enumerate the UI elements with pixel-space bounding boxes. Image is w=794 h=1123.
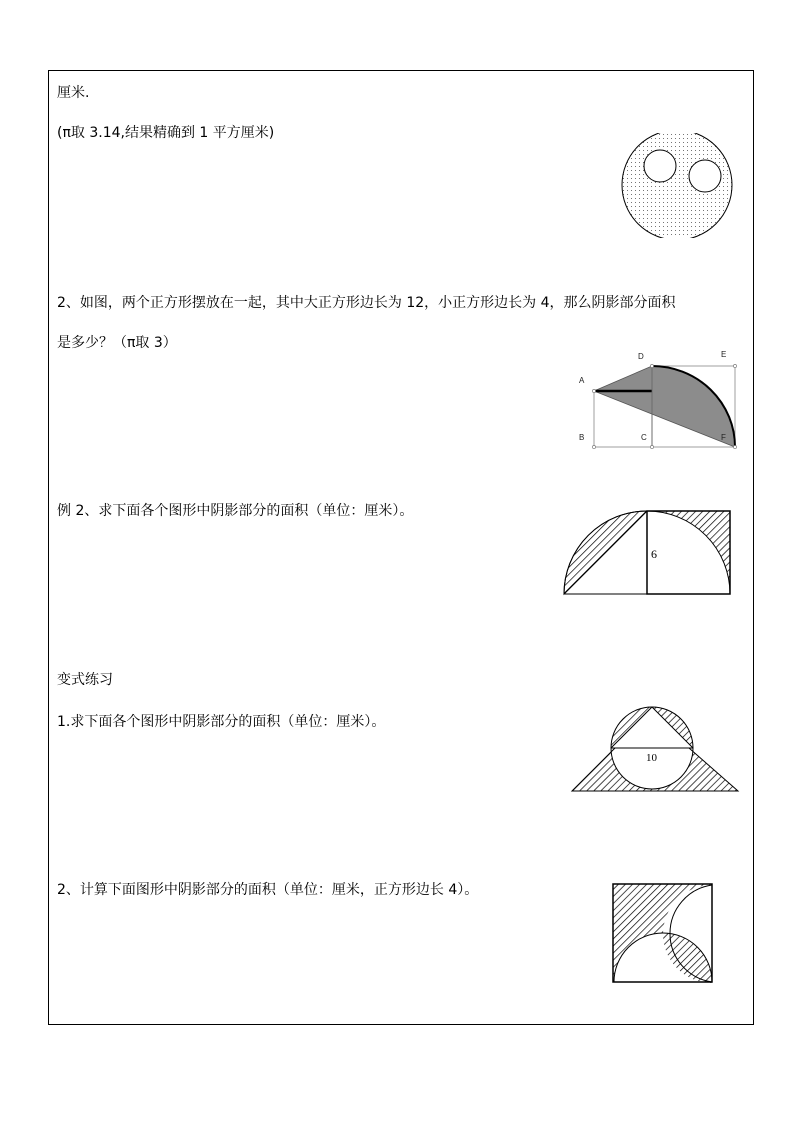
pi-note: (π取 3.14,结果精确到 1 平方厘米) [57, 125, 275, 141]
circle-holes-figure [618, 133, 738, 238]
circle-trapezoid-figure [568, 703, 742, 795]
diameter-label-10: 10 [646, 752, 657, 764]
label-D: D [638, 352, 644, 361]
label-B: B [579, 433, 585, 442]
label-C: C [641, 433, 647, 442]
continuation-text: 厘米. [57, 85, 90, 101]
example-2-text: 例 2、求下面各个图形中阴影部分的面积（单位：厘米）。 [57, 503, 414, 519]
label-F: F [721, 433, 726, 442]
semicircle-square-figure [560, 505, 738, 600]
problem-2-line-2: 是多少？（π取 3） [57, 335, 177, 351]
label-A: A [579, 376, 585, 385]
problem-2-line-1: 2、如图，两个正方形摆放在一起，其中大正方形边长为 12，小正方形边长为 4，那么阴影部分面积 [57, 295, 676, 311]
variant-1-text: 1.求下面各个图形中阴影部分的面积（单位：厘米）。 [57, 714, 386, 730]
side-label-6: 6 [651, 547, 657, 561]
variant-practice-title: 变式练习 [57, 672, 113, 688]
variant-2-text: 2、计算下面图形中阴影部分的面积（单位：厘米，正方形边长 4）。 [57, 882, 479, 898]
two-squares-figure [575, 345, 745, 455]
square-arcs-figure [608, 880, 716, 986]
label-E: E [721, 350, 727, 359]
